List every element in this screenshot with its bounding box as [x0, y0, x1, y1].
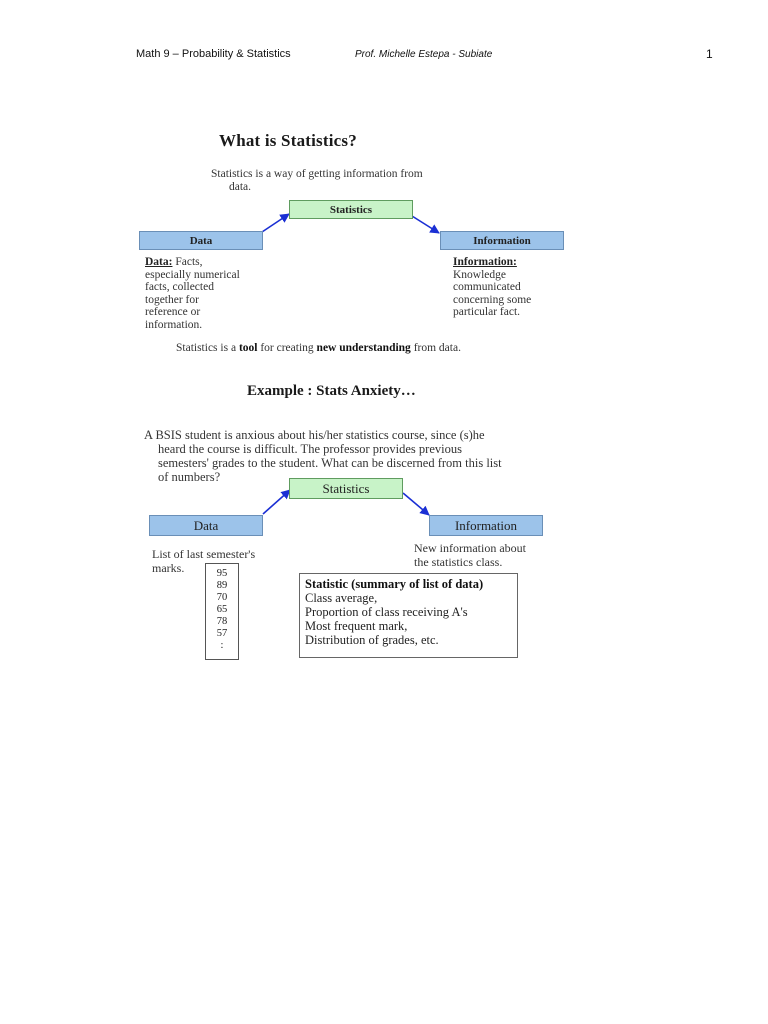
tool-sentence-part: for creating [257, 342, 317, 354]
information-definition [453, 256, 573, 319]
info-caption-line: New information about [414, 541, 526, 555]
section1-title: What is Statistics? [219, 131, 357, 150]
mark-value: 57 [216, 628, 228, 639]
data-caption-line: List of last semester's [152, 547, 256, 561]
statistics-to-information-arrow-2 [403, 493, 429, 515]
info-def-line: communicated [453, 281, 521, 294]
section2-title: Example : Stats Anxiety… [247, 383, 416, 399]
info-def-line: concerning some [453, 293, 532, 306]
mark-value: 95 [216, 568, 228, 579]
tool-sentence-part: Statistics is a [176, 342, 239, 354]
statistic-item: Proportion of class receiving A's [305, 605, 468, 619]
data-def-line: especially numerical [145, 268, 240, 281]
info-def-line: particular fact. [453, 306, 521, 319]
info-def-line: Knowledge [453, 268, 507, 281]
mark-value: : [220, 640, 224, 651]
data-box: Data [139, 231, 263, 250]
data-box-2: Data [149, 515, 263, 536]
info-caption-line: the statistics class. [414, 555, 503, 569]
paragraph-line: A BSIS student is anxious about his/her statistics course, since (s)he [144, 428, 485, 442]
statistic-summary-box [299, 573, 518, 658]
statistic-item: Distribution of grades, etc. [305, 633, 439, 647]
data-def-line: together for [145, 293, 199, 306]
statistics-box-2: Statistics [289, 478, 403, 499]
paragraph-line: of numbers? [158, 470, 221, 484]
information-box-2: Information [429, 515, 543, 536]
statistics-box: Statistics [289, 200, 413, 219]
course-title: Math 9 – Probability & Statistics [136, 48, 291, 60]
data-to-statistics-arrow-2 [263, 490, 290, 514]
tool-sentence [176, 342, 461, 355]
paragraph-line: heard the course is difficult. The professor provides previous [158, 442, 462, 456]
information-box: Information [440, 231, 564, 250]
paragraph-line: semesters' grades to the student. What can be discerned from this list [158, 456, 502, 470]
statistics-to-information-arrow [412, 216, 439, 233]
mark-value: 65 [216, 604, 228, 615]
data-def-line: information. [145, 318, 203, 331]
mark-value: 70 [216, 592, 228, 603]
mark-value: 89 [216, 580, 228, 591]
data-to-statistics-arrow [262, 214, 289, 232]
data-def-line: reference or [145, 306, 201, 319]
section1-intro-line1: Statistics is a way of getting information from [211, 168, 423, 180]
tool-sentence-part: from data. [410, 342, 461, 354]
data-caption-line: marks. [152, 561, 185, 575]
example-paragraph [144, 428, 502, 484]
statistic-box-title: Statistic (summary of list of data) [305, 577, 484, 591]
statistic-item: Class average, [305, 591, 378, 605]
data-def-line: facts, collected [145, 281, 214, 294]
mark-value: 78 [216, 616, 228, 627]
data-term: Data: [145, 256, 173, 268]
data-definition [145, 256, 285, 332]
page-number: 1 [706, 47, 713, 61]
statistic-item: Most frequent mark, [305, 619, 408, 633]
section1-intro-line2: data. [229, 181, 252, 193]
data-caption [152, 547, 255, 575]
data-def-first: Facts, [172, 256, 203, 268]
marks-list [205, 563, 239, 660]
new-understanding-emphasis: new understanding [316, 342, 411, 354]
information-term: Information: [453, 256, 517, 268]
professor-name: Prof. Michelle Estepa - Subiate [355, 49, 493, 60]
tool-emphasis: tool [238, 342, 258, 354]
information-caption [414, 541, 526, 569]
